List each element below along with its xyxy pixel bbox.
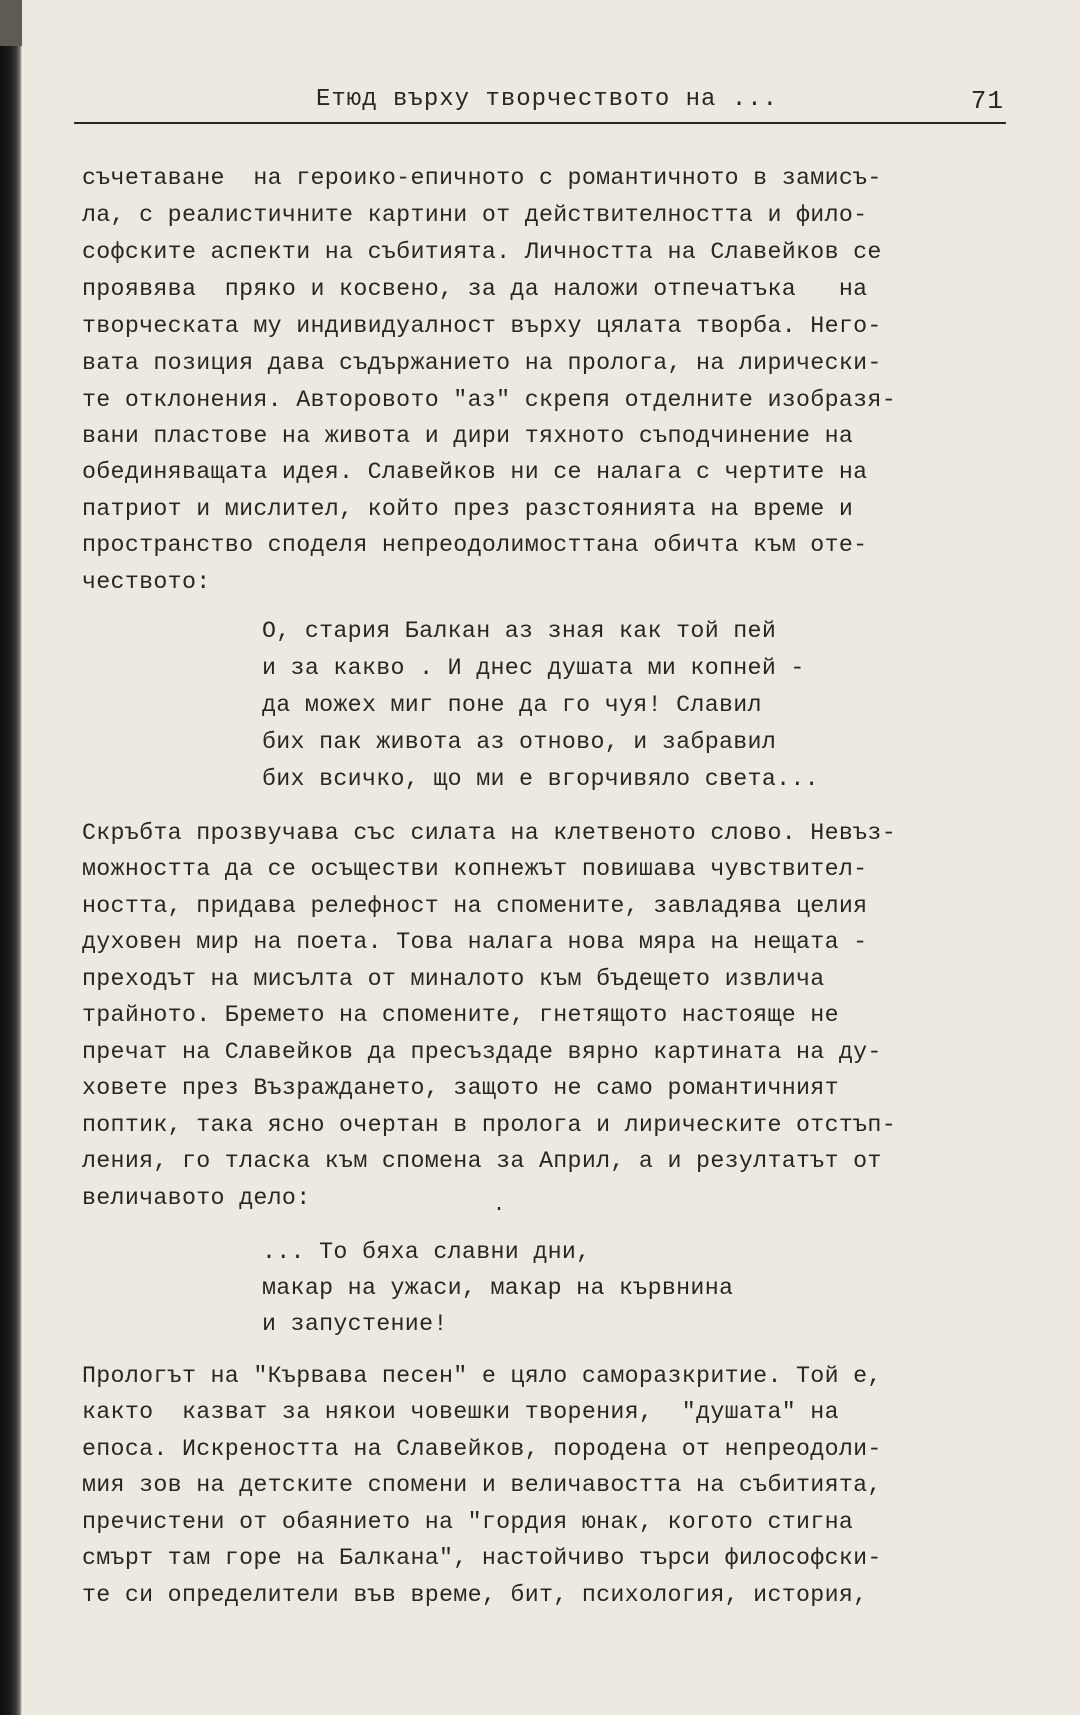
paragraph-line: те отклонения. Авторовото "аз" скрепя отделните изобразя- [82, 387, 896, 413]
verse-line: макар на ужаси, макар на кървнина [262, 1275, 734, 1301]
verse-line: бих пак живота аз отново, и забравил [262, 729, 777, 755]
paragraph-line: софските аспекти на събитията. Личността на Славейков се [82, 239, 882, 265]
header-rule [74, 122, 1006, 124]
paragraph-line: трайното. Бремето на спомените, гнетящото настояще не [82, 1002, 839, 1028]
verse-line: и запустение! [262, 1311, 448, 1337]
verse-line: да можех миг поне да го чуя! Славил [262, 692, 762, 718]
paragraph-line: те си определители във време, бит, психология, история, [82, 1582, 868, 1608]
paragraph-line: творческата му индивидуалност върху цялата творба. Него- [82, 313, 882, 339]
paragraph-line: проявява пряко и косвено, за да наложи отпечатъка на [82, 276, 868, 302]
paragraph-line: обединяващата идея. Славейков ни се налага с чертите на [82, 459, 868, 485]
paragraph-line: ла, с реалистичните картини от действителността и фило- [82, 202, 868, 228]
book-spine-shadow [0, 0, 22, 1715]
paragraph-line: патриот и мислител, който през разстоянията на време и [82, 496, 854, 522]
paragraph-line: можността да се осъществи копнежът повишава чувствител- [82, 856, 868, 882]
paragraph-line: пространство споделя непреодолимосттана обичта към оте- [82, 532, 868, 558]
paragraph-line: духовен мир на поета. Това налага нова мяра на нещата - [82, 929, 868, 955]
paragraph-line: Прологът на "Кървава песен" е цяло саморазкритие. Той е, [82, 1363, 882, 1389]
running-header [72, 86, 1004, 120]
verse-line: ... То бяха славни дни, [262, 1239, 591, 1265]
paragraph-line: вата позиция дава съдържанието на пролога, на лирически- [82, 350, 882, 376]
paragraph-line: Скръбта прозвучава със силата на клетвеното слово. Невъз- [82, 820, 896, 846]
paragraph-line: ховете през Възраждането, защото не само романтичният [82, 1075, 839, 1101]
verse-line: О, стария Балкан аз зная как той пей [262, 618, 777, 644]
paragraph-line: съчетаване на героико-епичното с романтичното в замисъ- [82, 165, 882, 191]
paragraph-line: величавото дело: [82, 1185, 311, 1211]
verse-line: бих всичко, що ми е вгорчивяло света... [262, 766, 819, 792]
paragraph-line: пречат на Славейков да пресъздаде вярно картината на ду- [82, 1039, 882, 1065]
book-spine-corner [0, 0, 22, 46]
paragraph-line: мия зов на детските спомени и величавостта на събитията, [82, 1472, 882, 1498]
paragraph-line: ления, го тласка към спомена за Април, а и резултатът от [82, 1148, 882, 1174]
paragraph-line: както казват за някои човешки творения, "душата" на [82, 1399, 839, 1425]
paragraph-line: епоса. Искреността на Славейков, породена от непреодоли- [82, 1436, 882, 1462]
running-header-title: Етюд върху творчеството на ... [316, 86, 779, 113]
paragraph-line: смърт там горе на Балкана", настойчиво търси философски- [82, 1545, 882, 1571]
paragraph-line: вани пластове на живота и дири тяхното съподчинение на [82, 423, 854, 449]
page-number: 71 [970, 86, 1004, 116]
paragraph-line: пречистени от обаянието на "гордия юнак, когото стигна [82, 1509, 854, 1535]
paragraph-line: чеството: [82, 569, 211, 595]
paragraph-line: поптик, така ясно очертан в пролога и лирическите отстъп- [82, 1112, 896, 1138]
paragraph-line: преходът на мисълта от миналото към бъдещето извлича [82, 966, 825, 992]
verse-line: и за какво . И днес душата ми копней - [262, 655, 805, 681]
stray-ink-mark: . [493, 1194, 506, 1217]
paragraph-line: ността, придава релефност на спомените, завладява целия [82, 893, 868, 919]
